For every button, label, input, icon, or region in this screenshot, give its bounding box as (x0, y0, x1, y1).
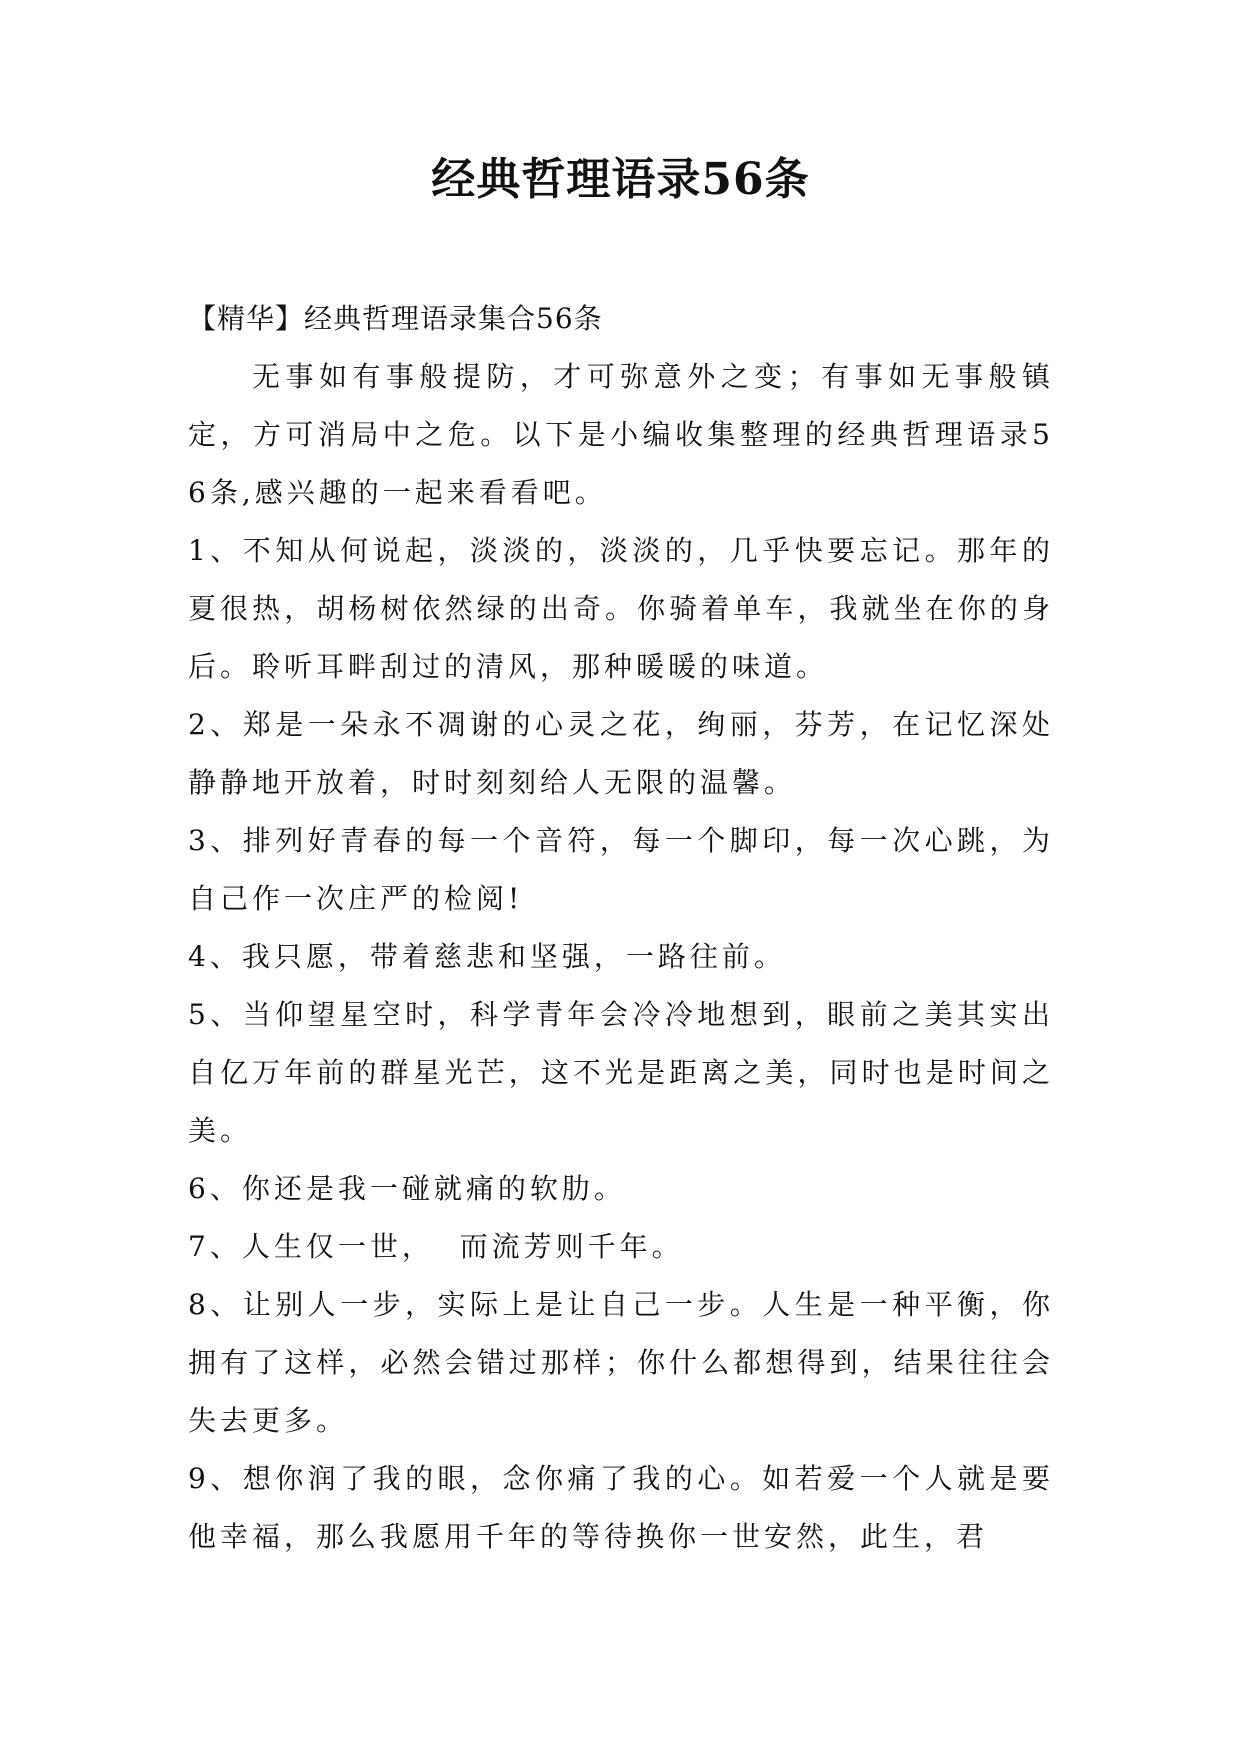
quote-item-1: 1、不知从何说起，淡淡的，淡淡的，几乎快要忘记。那年的夏很热，胡杨树依然绿的出奇。你骑着单车，我就坐在你的身后。聆听耳畔刮过的清风，那种暖暖的味道。 (188, 534, 1054, 683)
quote-item-8: 8、让别人一步，实际上是让自己一步。人生是一种平衡，你拥有了这样，必然会错过那样；你什么都想得到，结果往往会失去更多。 (188, 1288, 1054, 1437)
quote-item-5: 5、当仰望星空时，科学青年会冷冷地想到，眼前之美其实出自亿万年前的群星光芒，这不光是距离之美，同时也是时间之美。 (188, 998, 1054, 1147)
quote-item-2: 2、郑是一朵永不凋谢的心灵之花，绚丽，芬芳，在记忆深处静静地开放着，时时刻刻给人无限的温馨。 (188, 708, 1054, 799)
document-title: 经典哲理语录56条 (431, 154, 810, 205)
document-body (188, 290, 1054, 1566)
quote-item-3: 3、排列好青春的每一个音符，每一个脚印，每一次心跳，为自己作一次庄严的检阅! (188, 824, 1054, 915)
quote-item-4: 4、我只愿，带着慈悲和坚强，一路往前。 (188, 940, 786, 973)
quote-item-7: 7、人生仅一世， 而流芳则千年。 (188, 1230, 684, 1263)
subheading: 【精华】经典哲理语录集合56条 (188, 302, 603, 335)
intro-paragraph: 无事如有事般提防，才可弥意外之变；有事如无事般镇定，方可消局中之危。以下是小编收集整理的经典哲理语录56条,感兴趣的一起来看看吧。 (188, 360, 1054, 509)
quote-item-6: 6、你还是我一碰就痛的软肋。 (188, 1172, 626, 1205)
quote-item-9: 9、想你润了我的眼，念你痛了我的心。如若爱一个人就是要他幸福，那么我愿用千年的等待换你一世安然，此生，君 (188, 1462, 1054, 1553)
